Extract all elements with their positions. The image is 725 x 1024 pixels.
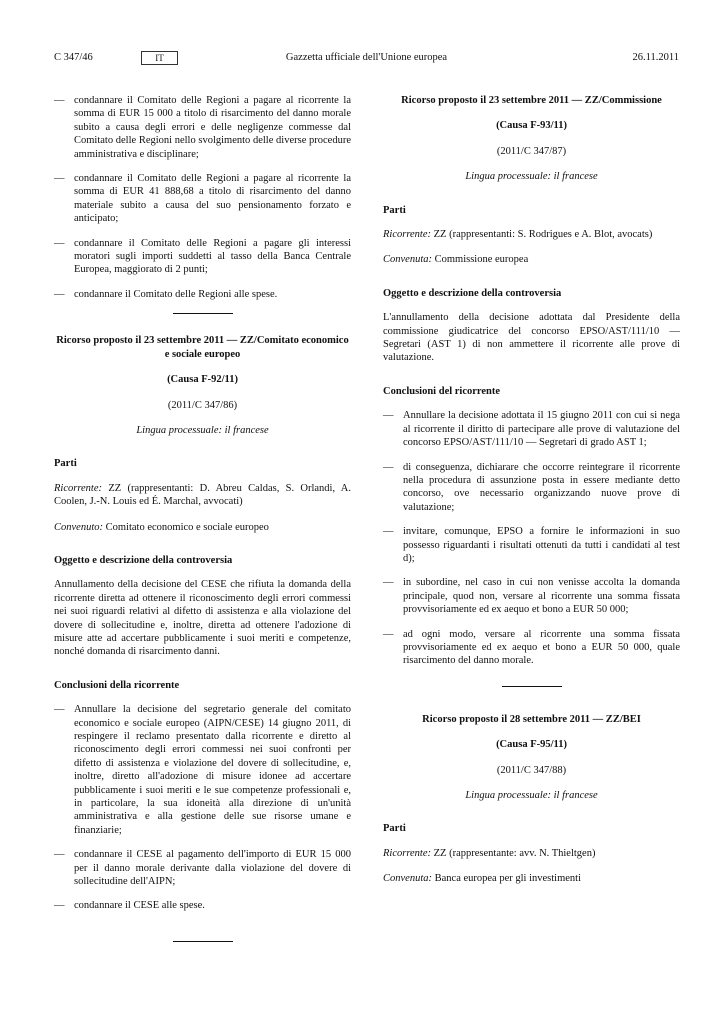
case-number: (Causa F-92/11) bbox=[167, 374, 238, 386]
conclusioni-heading: Conclusioni della ricorrente bbox=[54, 679, 180, 691]
case-reference: (2011/C 347/87) bbox=[496, 145, 567, 157]
conclusioni-heading: Conclusioni del ricorrente bbox=[383, 385, 501, 397]
left-column bbox=[54, 94, 351, 962]
convenuta-text: Banca europea per gli investimenti bbox=[434, 873, 581, 885]
ricorrente-line bbox=[54, 482, 351, 509]
list-item: — condannare il Comitato delle Regioni a pagare gli interessi moratori sugli importi suddetti al tasso della Banca Centrale Europea, maggiorato di 2 punti; bbox=[54, 237, 351, 277]
list-item: — Annullare la decisione del segretario generale del comitato economico e sociale europeo (AIPN/CESE) 14 giugno 2011, di respingere il reclamo presentato dalla ricorrente e diretto al riconoscimento degli errori commessi nei suoi confronti per difetto di assistenza e violazione del dovere di sollecitudine, e, inoltre, diretto all'adozione di misure idonee ad accertare pubblicamente i suoi meriti e le sue competenze professionali e, in particolare, la sua idoneità alla direzione di un'unità amministrativa e alla gestione delle sue risorse umane e finanziarie; bbox=[54, 703, 351, 837]
convenuta-text: Commissione europea bbox=[434, 254, 529, 266]
list-item: — di conseguenza, dichiarare che occorre reintegrare il ricorrente nella procedura di assunzione posta in essere mediante detto concorso, ove necessario organizzando nuove prove di valutazione; bbox=[383, 461, 680, 515]
list-item: — invitare, comunque, EPSO a fornire le informazioni in suo possesso riguardanti i risultati ottenuti da tutti i candidati al test d); bbox=[383, 525, 680, 565]
section-divider bbox=[173, 941, 233, 942]
list-item: — condannare il Comitato delle Regioni alle spese. bbox=[54, 288, 351, 301]
ricorrente-label: Ricorrente: bbox=[383, 847, 432, 859]
case-title: Ricorso proposto il 23 settembre 2011 — ZZ/Commissione bbox=[401, 95, 662, 106]
list-item: — Annullare la decisione adottata il 15 giugno 2011 con cui si nega al ricorrente il diritto di partecipare alle prove di valutazione del concorso EPSO/AST/111/10 — Segretari di grado AST 1; bbox=[383, 409, 680, 449]
convenuto-text: Comitato economico e sociale europeo bbox=[105, 521, 269, 533]
ricorrente-text: ZZ (rappresentanti: S. Rodrigues e A. Blot, avocats) bbox=[433, 229, 653, 241]
convenuta-label: Convenuta: bbox=[383, 254, 432, 266]
list-item: — ad ogni modo, versare al ricorrente una somma fissata provvisoriamente ed ex aequo et bono a EUR 50 000, quale risarcimento del danno morale. bbox=[383, 628, 680, 668]
parti-heading: Parti bbox=[383, 823, 406, 835]
parti-heading: Parti bbox=[54, 458, 77, 470]
case-number: (Causa F-95/11) bbox=[496, 739, 567, 751]
page-reference: C 347/46 bbox=[54, 52, 93, 63]
case-number: (Causa F-93/11) bbox=[496, 120, 567, 132]
convenuta-label: Convenuta: bbox=[383, 873, 432, 885]
journal-title: Gazzetta ufficiale dell'Unione europea bbox=[285, 52, 448, 63]
list-item: — condannare il Comitato delle Regioni a pagare al ricorrente la somma di EUR 41 888,68 a titolo di risarcimento del danno materiale subito a causa del suo pensionamento forzato e anticipato; bbox=[54, 172, 351, 226]
oggetto-text: Annullamento della decisione del CESE che rifiuta la domanda della ricorrente diretta ad ottenere il riconoscimento degli errori commessi nei suoi riguardi relativi al difetto di assistenza e alla violazione del dovere di sollecitudine e, inoltre, diretta ad ottenere l'adozione di misure atte ad accertare pubblicamente i suoi meriti e competenze, nonché domanda di risarcimento danni. bbox=[54, 579, 351, 658]
list-item: — in subordine, nel caso in cui non venisse accolta la domanda principale, quod non, versare al ricorrente una somma fissata provvisoriamente ed ex aequo et bono a EUR 50 000; bbox=[383, 576, 680, 616]
ricorrente-text: ZZ (rappresentante: avv. N. Thieltgen) bbox=[433, 847, 596, 859]
case-reference: (2011/C 347/86) bbox=[167, 399, 238, 411]
oggetto-text: L'annullamento della decisione adottata dal Presidente della commissione giudicatrice del concorso EPSO/AST/111/10 — Segretari (AST 1) di non ammettere il ricorrente alle prove di valutazione. bbox=[383, 312, 680, 364]
page-header bbox=[54, 52, 679, 68]
case-language: Lingua processuale: il francese bbox=[136, 424, 269, 436]
oggetto-heading: Oggetto e descrizione della controversia bbox=[54, 554, 233, 566]
ricorrente-line bbox=[383, 847, 680, 860]
publication-date: 26.11.2011 bbox=[632, 52, 679, 63]
list-item: — condannare il CESE alle spese. bbox=[54, 899, 351, 912]
parti-heading: Parti bbox=[383, 204, 406, 216]
ricorrente-label: Ricorrente: bbox=[54, 482, 103, 494]
list-item: — condannare il Comitato delle Regioni a pagare al ricorrente la somma di EUR 15 000 a titolo di risarcimento del danno morale subito a causa degli errori e delle negligenze commesse dal Comitato delle Regioni nello svolgimento delle diverse procedure amministrativa e disciplinare; bbox=[54, 94, 351, 161]
convenuto-line bbox=[54, 521, 351, 534]
section-divider bbox=[502, 686, 562, 687]
case-language: Lingua processuale: il francese bbox=[465, 171, 598, 183]
case-reference: (2011/C 347/88) bbox=[496, 764, 567, 776]
right-column bbox=[383, 94, 680, 898]
convenuta-line bbox=[383, 253, 680, 266]
oggetto-heading: Oggetto e descrizione della controversia bbox=[383, 287, 562, 299]
section-divider bbox=[173, 313, 233, 314]
convenuta-line bbox=[383, 872, 680, 885]
case-language: Lingua processuale: il francese bbox=[465, 790, 598, 801]
language-code-box: IT bbox=[141, 51, 178, 65]
ricorrente-text: ZZ (rappresentanti: D. Abreu Caldas, S. Orlandi, A. Coolen, J.-N. Louis ed É. Marchal, avvocati) bbox=[54, 482, 352, 508]
convenuto-label: Convenuto: bbox=[54, 521, 103, 533]
case-title: Ricorso proposto il 28 settembre 2011 — ZZ/BEI bbox=[422, 713, 641, 725]
ricorrente-line bbox=[383, 228, 680, 241]
case-title: Ricorso proposto il 23 settembre 2011 — ZZ/Comitato economico e sociale europeo bbox=[56, 335, 349, 360]
ricorrente-label: Ricorrente: bbox=[383, 229, 432, 241]
list-item: — condannare il CESE al pagamento dell'importo di EUR 15 000 per il danno morale derivante dalla violazione del dovere di sollecitudine dell'AIPN; bbox=[54, 848, 351, 888]
